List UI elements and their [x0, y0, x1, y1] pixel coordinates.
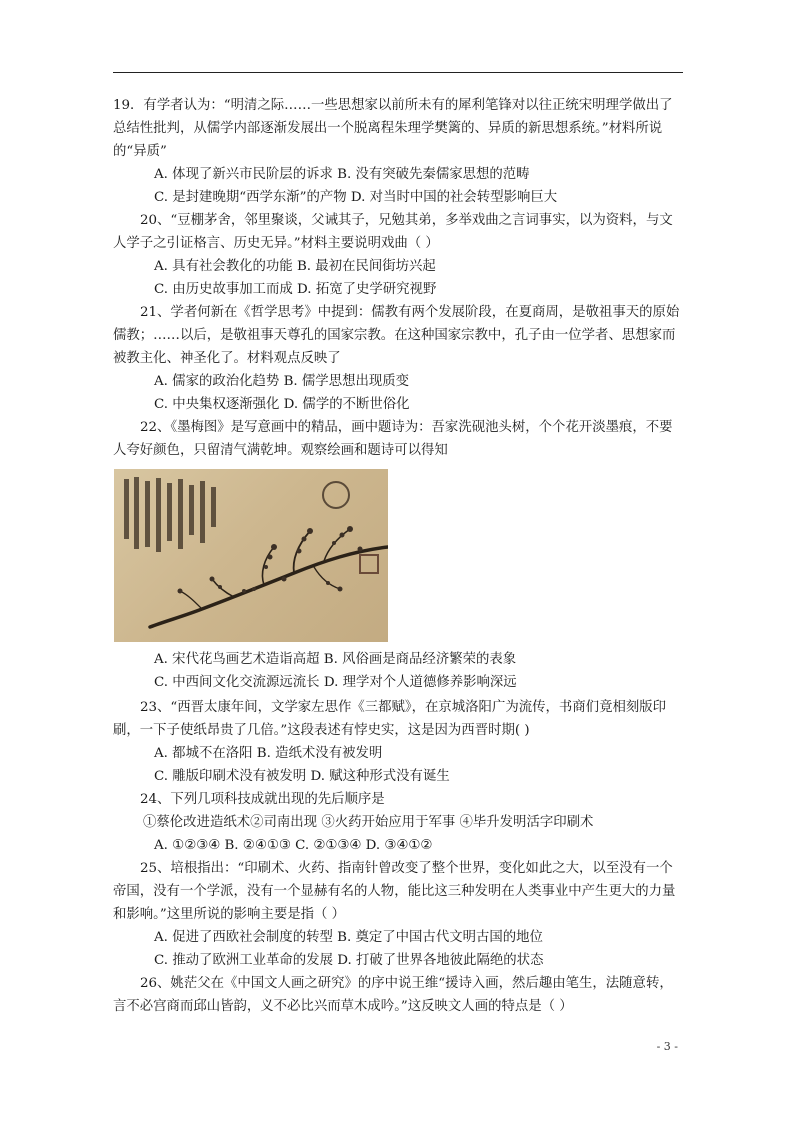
- question-stem: 26、姚茫父在《中国文人画之研究》的序中说王维“援诗入画，然后趣由笔生，法随意转，言不必宫商而邱山皆韵，义不必比兴而草木成吟。”这反映文人画的特点是（ ）: [113, 976, 673, 1014]
- option-line: C. 是封建晚期“西学东渐”的产物 D. 对当时中国的社会转型影响巨大: [154, 190, 558, 205]
- question-stem: 21、学者何新在《哲学思考》中提到：儒教有两个发展阶段，在夏商周，是敬祖事天的原始儒教；……以后，是敬祖事天尊孔的国家宗教。在这种国家宗教中，孔子由一位学者、思想家而被教主化、神圣化了。材料观点反映了: [113, 305, 680, 366]
- question-23: [113, 696, 685, 788]
- option-line: A. 宋代花鸟画艺术造诣高超 B. 风俗画是商品经济繁荣的表象: [154, 652, 517, 667]
- question-stem: 19．有学者认为：“明清之际……一些思想家以前所未有的犀利笔锋对以往正统宋明理学做出了总结性批判，从儒学内部逐渐发展出一个脱离程朱理学樊篱的、异质的新思想系统。”材料所说的“异质”: [113, 98, 673, 159]
- page-number: - 3 -: [656, 1040, 678, 1053]
- question-stem: 22、《墨梅图》是写意画中的精品，画中题诗为：吾家洗砚池头树，个个花开淡墨痕，不要人夸好颜色，只留清气满乾坤。观察绘画和题诗可以得知: [113, 420, 673, 458]
- question-19: [113, 94, 685, 209]
- header-rule: [113, 72, 683, 73]
- plum-blossom-painting: [114, 469, 388, 642]
- option-line: A. 体现了新兴市民阶层的诉求 B. 没有突破先秦儒家思想的范畴: [154, 167, 530, 182]
- option-line: C. 推动了欧洲工业革命的发展 D. 打破了世界各地彼此隔绝的状态: [154, 953, 544, 968]
- option-line: C. 雕版印刷术没有被发明 D. 赋这种形式没有诞生: [154, 769, 450, 784]
- exam-page: [113, 94, 685, 1018]
- option-line: A. 促进了西欧社会制度的转型 B. 奠定了中国古代文明古国的地位: [154, 930, 543, 945]
- option-line: C. 由历史故事加工而成 D. 拓宽了史学研究视野: [154, 282, 437, 297]
- painting-illustration: [114, 469, 388, 642]
- option-line: A. 儒家的政治化趋势 B. 儒学思想出现质变: [154, 374, 410, 389]
- option-line: A. ①②③④ B. ②④①③ C. ②①③④ D. ③④①②: [154, 838, 433, 853]
- question-25: [113, 857, 685, 972]
- question-stem: 23、“西晋太康年间，文学家左思作《三都赋》，在京城洛阳广为流传，书商们竟相刻版印刷，一下子使纸昂贵了几倍。”这段表述有悖史实，这是因为西晋时期( ): [113, 700, 667, 738]
- question-stem: 24、下列几项科技成就出现的先后顺序是: [140, 792, 385, 807]
- option-line: C. 中西间文化交流源远流长 D. 理学对个人道德修养影响深远: [154, 675, 517, 690]
- question-22: [113, 416, 685, 694]
- question-21: [113, 301, 685, 416]
- question-stem: 20、“豆棚茅舍，邻里聚谈，父诫其子，兄勉其弟，多举戏曲之言词事实，以为资料，与文人学子之引证格言、历史无异。”材料主要说明戏曲（ ）: [113, 213, 673, 251]
- question-20: [113, 209, 685, 301]
- question-stem: 25、培根指出：“印刷术、火药、指南针曾改变了整个世界，变化如此之大，以至没有一个帝国，没有一个学派，没有一个显赫有名的人物，能比这三种发明在人类事业中产生更大的力量和影响。”这里所说的影响主要是指（ ）: [113, 861, 676, 922]
- question-24: [113, 788, 685, 857]
- option-line: A. 具有社会教化的功能 B. 最初在民间街坊兴起: [154, 259, 436, 274]
- question-26: [113, 972, 685, 1018]
- option-line: A. 都城不在洛阳 B. 造纸术没有被发明: [154, 746, 383, 761]
- sequence-items: ①蔡伦改进造纸术②司南出现 ③火药开始应用于军事 ④毕升发明活字印刷术: [143, 815, 594, 830]
- option-line: C. 中央集权逐渐强化 D. 儒学的不断世俗化: [154, 397, 410, 412]
